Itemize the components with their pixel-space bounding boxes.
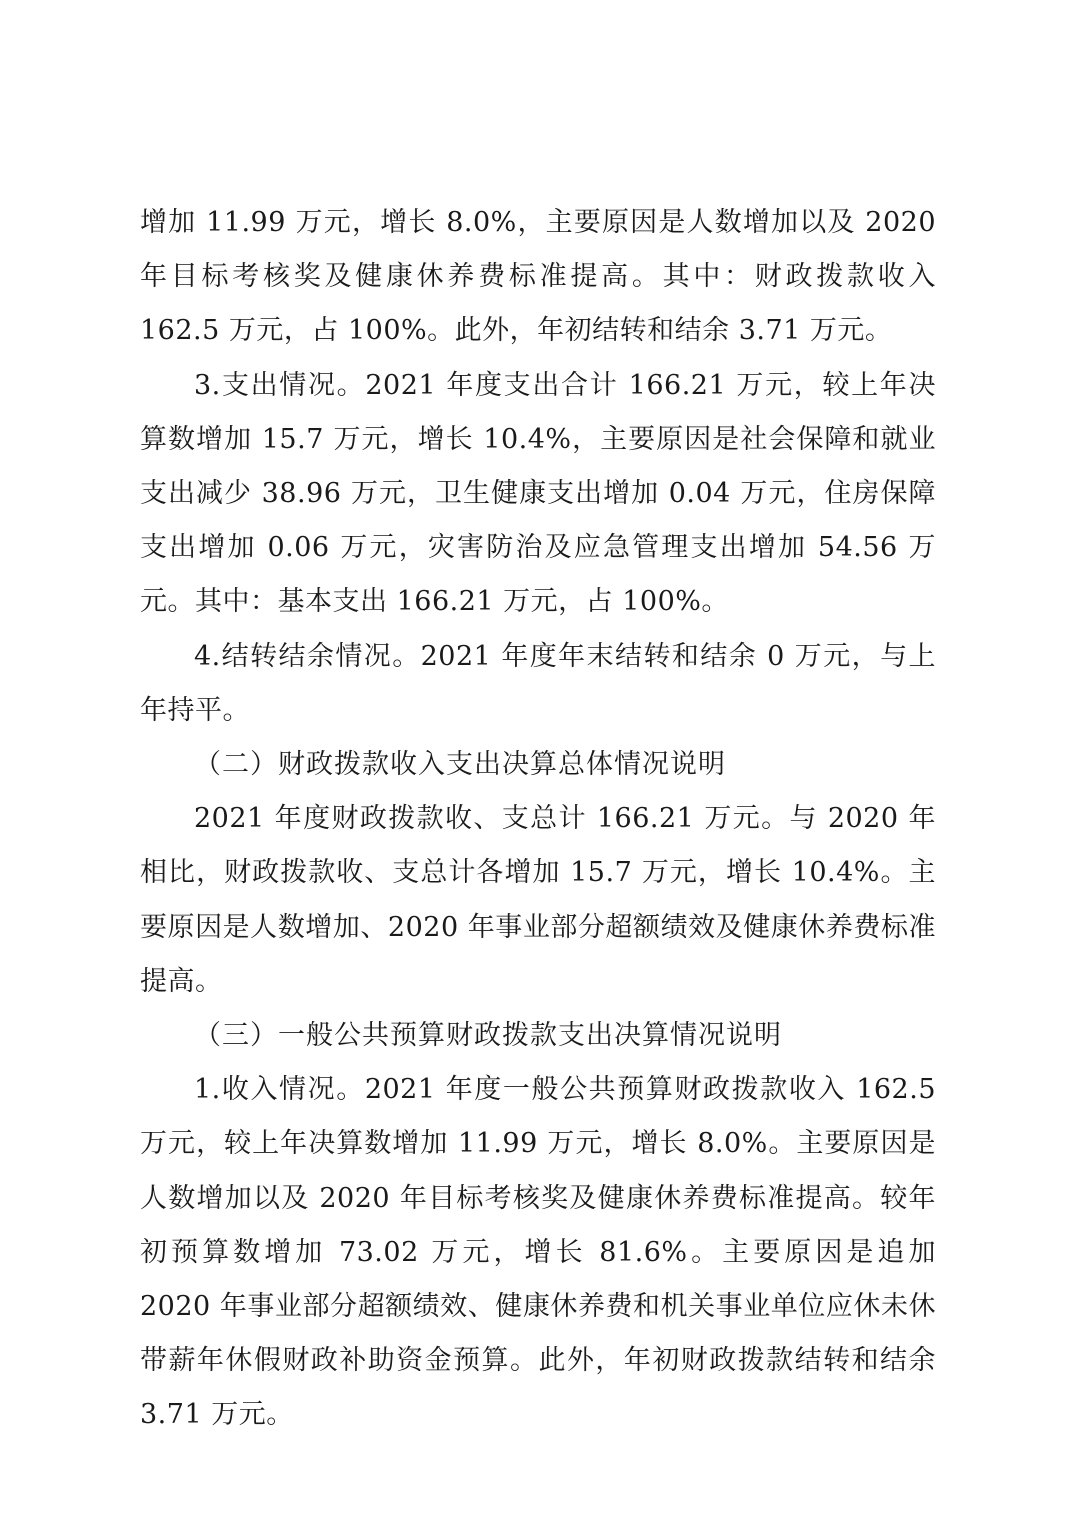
section-heading-3: （三）一般公共预算财政拨款支出决算情况说明 (194, 1020, 782, 1052)
paragraph-section-3-income: 1.收入情况。2021 年度一般公共预算财政拨款收入 162.5 万元，较上年决算数增加 11.99 万元，增长 8.0%。主要原因是人数增加以及 2020 年目标考核奖及健康休养费标准提高。较年初预算数增加 73.02 万元，增长 81.6%。主要原因是追加 2020 年事业部分超额绩效、健康休养费和机关事业单位应休未休带薪年休假财政补助资金预算。此外，年初财政拨款结转和结余 3.71 万元。 (140, 1074, 936, 1431)
paragraph-carryover: 4.结转结余情况。2021 年度年末结转和结余 0 万元，与上年持平。 (140, 640, 936, 726)
paragraph-expenditure: 3.支出情况。2021 年度支出合计 166.21 万元，较上年决算数增加 15.7 万元，增长 10.4%，主要原因是社会保障和就业支出减少 38.96 万元，卫生健康支出增加 0.04 万元，住房保障支出增加 0.06 万元，灾害防治及应急管理支出增加 54.56 万元。其中：基本支出 166.21 万元，占 100%。 (140, 369, 936, 618)
document-body (140, 196, 936, 1443)
paragraph-section-2: 2021 年度财政拨款收、支总计 166.21 万元。与 2020 年相比，财政拨款收、支总计各增加 15.7 万元，增长 10.4%。主要原因是人数增加、2020 年事业部分超额绩效及健康休养费标准提高。 (140, 803, 936, 997)
paragraph-income-continued: 增加 11.99 万元，增长 8.0%，主要原因是人数增加以及 2020 年目标考核奖及健康休养费标准提高。其中：财政拨款收入 162.5 万元，占 100%。此外，年初结转和结余 3.71 万元。 (140, 207, 936, 347)
section-heading-2: （二）财政拨款收入支出决算总体情况说明 (194, 749, 726, 781)
